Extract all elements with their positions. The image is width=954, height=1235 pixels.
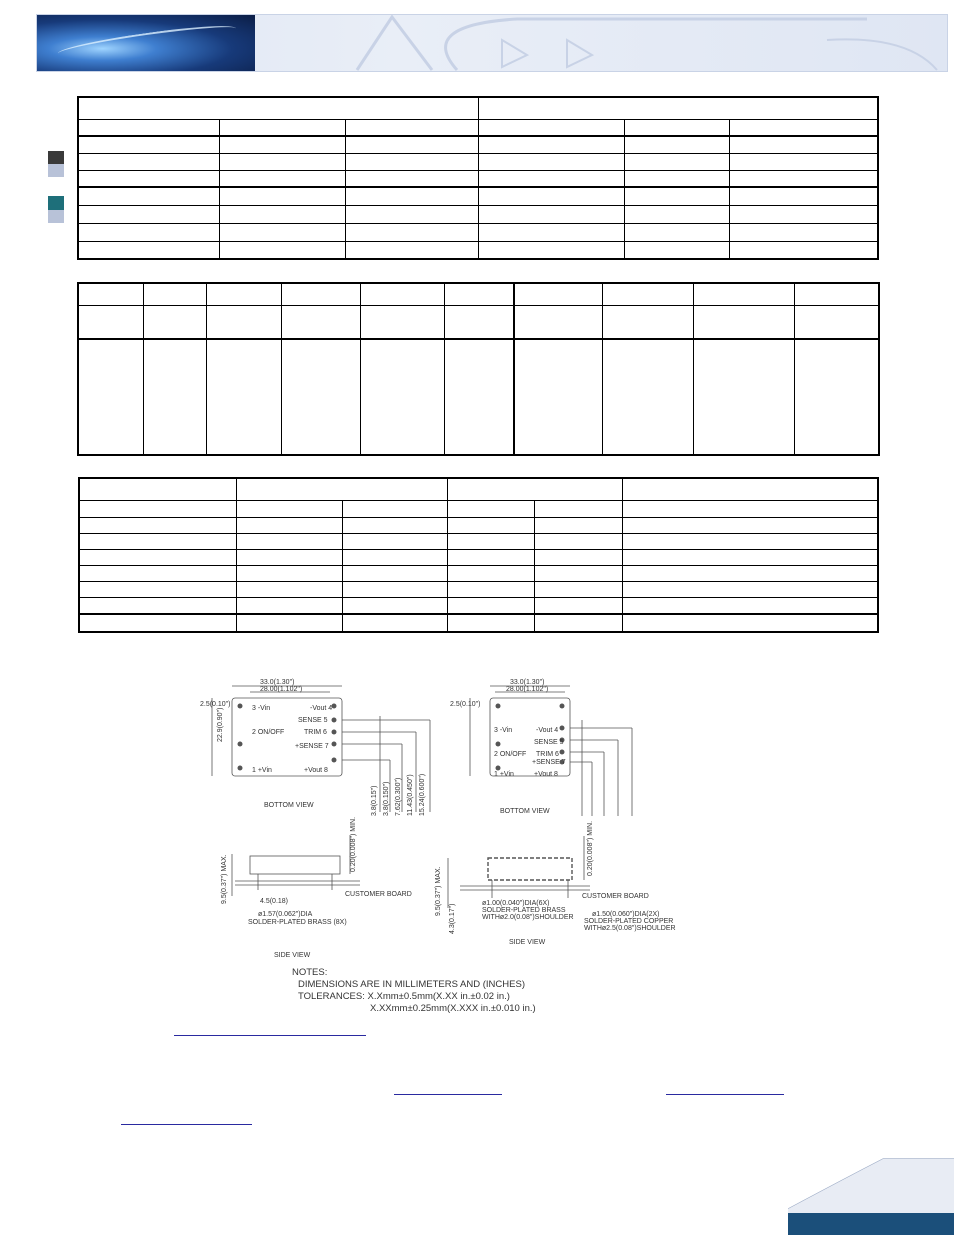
side-a-board: CUSTOMER BOARD	[345, 891, 412, 898]
pin-label: 1 +Vin	[252, 767, 272, 774]
dim-vertical: 11.43(0.450")	[407, 774, 414, 816]
notes-line: TOLERANCES: X.Xmm±0.5mm(X.XX in.±0.02 in.)	[298, 991, 510, 1002]
link-2[interactable]	[394, 1094, 502, 1095]
footer-corner-graphic	[788, 1157, 954, 1235]
side-b-board: CUSTOMER BOARD	[582, 893, 649, 900]
pin-label-b: +Vout 8	[534, 771, 558, 778]
pin-label-b: 2 ON/OFF	[494, 751, 527, 758]
table-2	[77, 282, 880, 456]
dim-height: 22.9(0.90")	[217, 707, 224, 742]
side-a-clear: 0.20(0.008") MIN.	[350, 816, 357, 872]
side-b-pin-note: ø1.50(0.060")DIA(2X)	[592, 911, 660, 918]
banner-photo	[37, 15, 255, 71]
table-3	[78, 477, 879, 633]
notes-title: NOTES:	[292, 967, 328, 978]
side-a-pin-length: 4.5(0.18)	[260, 898, 289, 905]
header-banner	[36, 14, 948, 72]
notes-line: X.XXmm±0.25mm(X.XXX in.±0.010 in.)	[370, 1003, 536, 1014]
side-b-height: 9.5(0.37") MAX.	[435, 866, 442, 916]
dim-vertical: 15.24(0.600")	[419, 773, 426, 816]
side-a-pin-note: ø1.57(0.062")DIA	[258, 911, 313, 918]
pin-label: TRIM 6	[304, 729, 327, 736]
bottom-view-title: BOTTOM VIEW	[264, 802, 314, 809]
pin-label: -Vout 4	[310, 705, 333, 712]
pin-label-b: +SENSE 7	[532, 759, 566, 766]
table-1	[77, 96, 879, 260]
pin-label-b: 1 +Vin	[494, 771, 514, 778]
side-marker-2	[48, 196, 64, 223]
side-view-a-title: SIDE VIEW	[274, 952, 311, 959]
dim-pin-span: 28.00(1.102")	[260, 686, 303, 693]
table-cell	[78, 97, 479, 119]
pin-label-b: 3 -Vin	[494, 727, 513, 734]
footer-bar	[788, 1213, 954, 1235]
dim-width-overall-b: 33.0(1.30")	[510, 679, 545, 686]
mechanical-drawing	[200, 676, 680, 1021]
dim-vertical: 7.62(0.300")	[395, 777, 402, 816]
pin-label: SENSE 5	[298, 717, 328, 724]
pin-label-b: -Vout 4	[536, 727, 559, 734]
side-b-pin-note: SOLDER-PLATED COPPER	[584, 918, 674, 925]
dim-edge: 2.5(0.10")	[200, 701, 231, 708]
pin-label: 3 -Vin	[252, 705, 271, 712]
pin-label-b: SENSE 5	[534, 739, 564, 746]
table-cell	[479, 97, 878, 119]
dim-width-overall: 33.0(1.30")	[260, 679, 295, 686]
pin-label: +Vout 8	[304, 767, 328, 774]
dim-pin-span-b: 28.00(1.102")	[506, 686, 549, 693]
side-b-pin-note: WITHø2.0(0.08")SHOULDER	[482, 914, 574, 921]
side-b-pin: 4.3(0.17")	[449, 903, 456, 934]
side-a-pin-note: SOLDER-PLATED BRASS (8X)	[248, 919, 347, 926]
dim-vertical: 3.8(0.15")	[371, 785, 378, 816]
side-marker-1	[48, 151, 64, 177]
dim-vertical: 3.8(0.150")	[383, 781, 390, 816]
link-4[interactable]	[121, 1124, 252, 1125]
link-3[interactable]	[666, 1094, 784, 1095]
side-b-pin-note: SOLDER-PLATED BRASS	[482, 907, 566, 914]
side-b-pin-note: ø1.00(0.040")DIA(6X)	[482, 900, 550, 907]
side-b-pin-note: WITHø2.5(0.08")SHOULDER	[584, 925, 676, 932]
side-view-b-title: SIDE VIEW	[509, 939, 546, 946]
notes-line: DIMENSIONS ARE IN MILLIMETERS AND (INCHES)	[298, 979, 525, 990]
bottom-view-title-b: BOTTOM VIEW	[500, 808, 550, 815]
side-a-height: 9.5(0.37") MAX.	[221, 854, 228, 904]
dim-edge-b: 2.5(0.10")	[450, 701, 481, 708]
pin-label: +SENSE 7	[295, 743, 329, 750]
link-1[interactable]	[174, 1035, 366, 1036]
pin-label-b: TRIM 6	[536, 751, 559, 758]
banner-logo-shapes	[267, 15, 947, 71]
side-b-clear: 0.20(0.008") MIN.	[587, 820, 594, 876]
pin-label: 2 ON/OFF	[252, 729, 285, 736]
